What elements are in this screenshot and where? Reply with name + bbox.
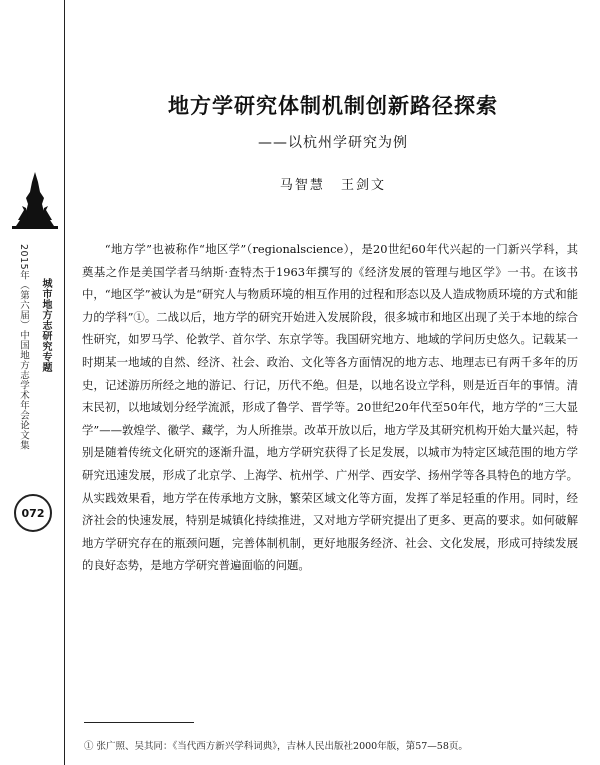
article-authors: 马智慧 王剑文 xyxy=(279,178,387,193)
section-title: 城市地方志研究专题 xyxy=(40,278,51,373)
sidebar-divider xyxy=(64,0,65,765)
article-title: 地方学研究体制机制创新路径探索 xyxy=(168,94,498,118)
article-body-paragraph: “地方学”也被称作“地区学”（regionalscience），是20世纪60年代兴起的一门新兴学科，其奠基之作是美国学者马纳斯·查特杰于1963年撰写的《经济发展的管理与地区学》一书。在该书中，“地区学”被认为是“研究人与物质环境的相互作用的过程和形态以及人造成物质环境的方式和能力的学科”①。二战以后，地方学的研究开始进入发展阶段，很多城市和地区出现了关于本地的综合性研究，如罗马学、伦敦学、首尔学、东京学等。我国研究地方、地域的学问历史悠久。记载某一时期某一地域的自然、经济、社会、政治、文化等各方面情况的地方志、地理志已有两千多年的历史，记述游历所经之地的游记、行记，历代不绝。但是，以地名设立学科，则是近百年的事情。清末民初，以地域划分经学流派，形成了鲁学、晋学等。20世纪20年代至50年代，地方学的“三大显学”——敦煌学、徽学、藏学，为人所推崇。改革开放以后，地方学及其研究机构开始大量兴起，特别是随着传统文化研究的逐渐升温，地方学研究获得了长足发展，以城市为特定区域范围的地方学研究迅速发展，形成了北京学、上海学、杭州学、广州学、西安学、扬州学等各具特色的地方学。从实践效果看，地方学在传承地方文脉，繁荣区域文化等方面，发挥了举足轻重的作用。同时，经济社会的快速发展，特别是城镇化持续推进，又对地方学研究提出了更多、更高的要求。如何破解地方学研究存在的瓶颈问题，完善体制机制，更好地服务经济、社会、文化发展，形成可持续发展的良好态势，是地方学研究普遍面临的问题。 xyxy=(82,242,578,573)
collection-title: 2015年（第六届）中国地方志学术年会论文集 xyxy=(18,244,29,451)
decorative-emblem-icon xyxy=(10,168,60,230)
article-subtitle: ——以杭州学研究为例 xyxy=(258,135,408,151)
footnote-divider xyxy=(84,722,194,723)
page-number: 072 xyxy=(21,506,45,520)
footnote: ① 张广照、吴其同：《当代西方新兴学科词典》，吉林人民出版社2000年版，第57—58页。 xyxy=(84,741,468,752)
page-number-badge xyxy=(14,494,52,532)
